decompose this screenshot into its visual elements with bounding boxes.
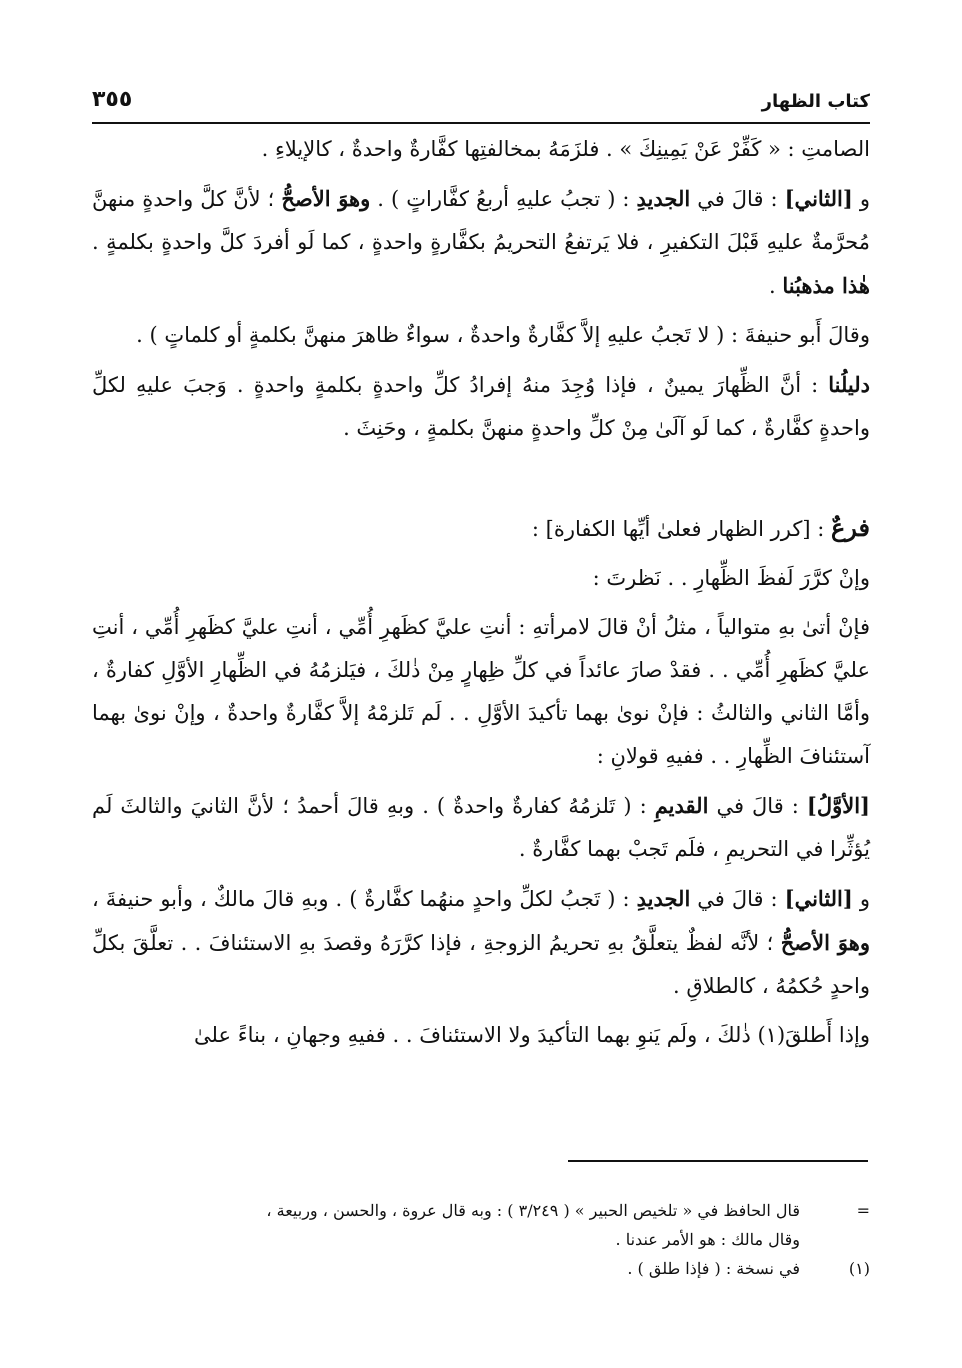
text-run: وإنْ كرَّرَ لَفظَ الظِّهارِ . . نَظرتَ :	[592, 566, 870, 590]
text-run: الصامتِ : « كَفِّرْ عَنْ يَمِينِكَ » . فلزَمَهُ بمخالفتِها كفَّارةٌ واحدةٌ ، كالإيلاءِ .	[261, 137, 870, 161]
paragraph	[92, 877, 870, 1008]
paragraph	[92, 506, 870, 551]
bold-term: [الثاني]	[784, 186, 853, 211]
text-run: : ( تجبُ عليهِ أربعُ كفَّاراتٍ ) .	[370, 187, 637, 211]
paragraph	[92, 128, 870, 171]
text-run: : قالَ في	[690, 887, 785, 911]
text-run: .	[768, 274, 783, 298]
text-run: وقالَ أَبو حنيفةَ : ( لا تَجبُ عليهِ إلاَّ كفَّارةٌ واحدةٌ ، سواءٌ ظاهرَ منهنَّ بكلمةٍ أو كلماتٍ ) .	[136, 323, 870, 347]
page-header	[92, 78, 870, 112]
text-run: ؛ لأنَّ كلَّ واحدةٍ منهنَّ مُحرَّمةٌ عليهِ قَبْلَ التكفيرِ ، فلا يَرتفعُ التحريمُ بكفَّارةٍ واحدةٍ ، كما لَو أفردَ كلَّ واحدةٍ بكلمةٍ .	[92, 187, 870, 254]
paragraph	[92, 784, 870, 871]
text-run: وإذا أَطلقَ(١) ذٰلكَ ، ولَم يَنوِ بهما التأكيدَ ولا الاستئنافَ . . ففيهِ وجهانِ ، بناءً علىٰ	[194, 1023, 870, 1047]
text-run: فإنْ أتىٰ بهِ متوالياً ، مثلُ أنْ قالَ لامرأتهِ : أنتِ عليَّ كظَهرِ أُمِّي ، أنتِ عليَّ كظَهرِ أُمِّي ، أنتِ عليَّ كظَهرِ أُمِّي . . فقدْ صارَ عائداً في كلِّ ظِهارٍ مِنْ ذٰلكَ ، فيَلزمُهُ في الظِّهارِ الأوَّلِ كفارةٌ ، وأمَّا الثاني والثالثُ : فإنْ نوىٰ بهما تأكيدَ الأوَّلِ . . لَم تَلزمْهُ إلاَّ كفَّارةٌ واحدةٌ ، وإنْ نوىٰ بهما آستئنافَ الظِّهارِ . . ففيهِ قولانِ :	[92, 615, 870, 768]
text-run: و	[852, 187, 870, 211]
paragraph	[92, 314, 870, 357]
bold-term: [الأوَّلُ]	[806, 793, 870, 818]
header-rule	[92, 122, 870, 124]
footnote-text: في نسخة : ( فإذا طلق ) .	[627, 1259, 800, 1278]
text-run: : ( تَجبُ لكلِّ واحدٍ منهُما كفَّارةٌ ) . وبهِ قالَ مالكٌ ، وأبو حنيفةَ ،	[92, 887, 637, 911]
bold-term: وهوَ الأصحُّ	[281, 186, 371, 211]
footnote-line	[92, 1196, 870, 1225]
footnote-line	[92, 1225, 870, 1254]
text-run: و	[852, 887, 870, 911]
text-run: : قالَ في	[690, 187, 785, 211]
footnote-rule	[568, 1160, 868, 1162]
page-number: ٣٥٥	[92, 87, 133, 112]
footnote-mark: (١)	[848, 1259, 870, 1278]
bold-term: فرعٌ	[830, 513, 870, 542]
text-run: : [كرر الظهار فعلىٰ أيِّها الكفارة] :	[531, 517, 831, 541]
paragraph	[92, 557, 870, 600]
section-spacer	[92, 456, 870, 506]
bold-term: دليلُنا	[828, 372, 871, 397]
text-run: ؛ لأنَّه لفظٌ يتعلَّقُ بهِ تحريمُ الزوجةِ ، فإذا كرَّرَهُ وقصدَ بهِ الاستئنافَ . . تعلَّقَ بكلِّ واحدٍ حُكمُهُ ، كالطلاقِ .	[92, 931, 870, 998]
footnote-mark: =	[856, 1201, 870, 1220]
footnote-line	[92, 1254, 870, 1283]
body-text	[92, 128, 870, 1063]
text-run: : قالَ في	[708, 794, 807, 818]
footnote-text: قال الحافظ في « تلخيص الحبير » ( ٣/٢٤٩ ) : وبه قال عروة ، والحسن ، وربيعة ،	[266, 1201, 800, 1220]
bold-term: وهوَ الأصحُّ	[780, 930, 870, 955]
paragraph	[92, 177, 870, 308]
bold-term: هٰذا مذهبُنا	[782, 273, 870, 298]
footnotes	[92, 1196, 870, 1283]
paragraph	[92, 606, 870, 778]
bold-term: [الثاني]	[784, 886, 853, 911]
bold-term: الجديدِ	[636, 186, 691, 211]
footnote-text: وقال مالك : هو الأمر عندنا .	[615, 1230, 800, 1249]
text-run: : ( تَلزمُهُ كفارةٌ واحدةٌ ) . وبهِ قالَ أحمدُ ؛ لأنَّ الثانيَ والثالثَ لَم يُؤثِّرا في التحريمِ ، فلَم تَجبْ بهما كفَّارةٌ .	[92, 794, 870, 861]
footnote-mark	[800, 1225, 870, 1254]
running-title: كتاب الظهار	[761, 91, 870, 112]
bold-term: الجديدِ	[636, 886, 691, 911]
bold-term: القديمِ	[654, 793, 709, 818]
paragraph	[92, 363, 870, 450]
text-run: : أنَّ الظِّهارَ يمينٌ ، فإذا وُجِدَ منهُ إفرادُ كلِّ واحدةٍ بكلمةٍ واحدةٍ . وَجبَ عليهِ لكلِّ واحدةٍ كفَّارةٌ ، كما لَو آلَىٰ مِنْ كلِّ واحدةٍ منهنَّ بكلمةٍ ، وحَنِثَ .	[92, 373, 870, 440]
paragraph	[92, 1014, 870, 1057]
